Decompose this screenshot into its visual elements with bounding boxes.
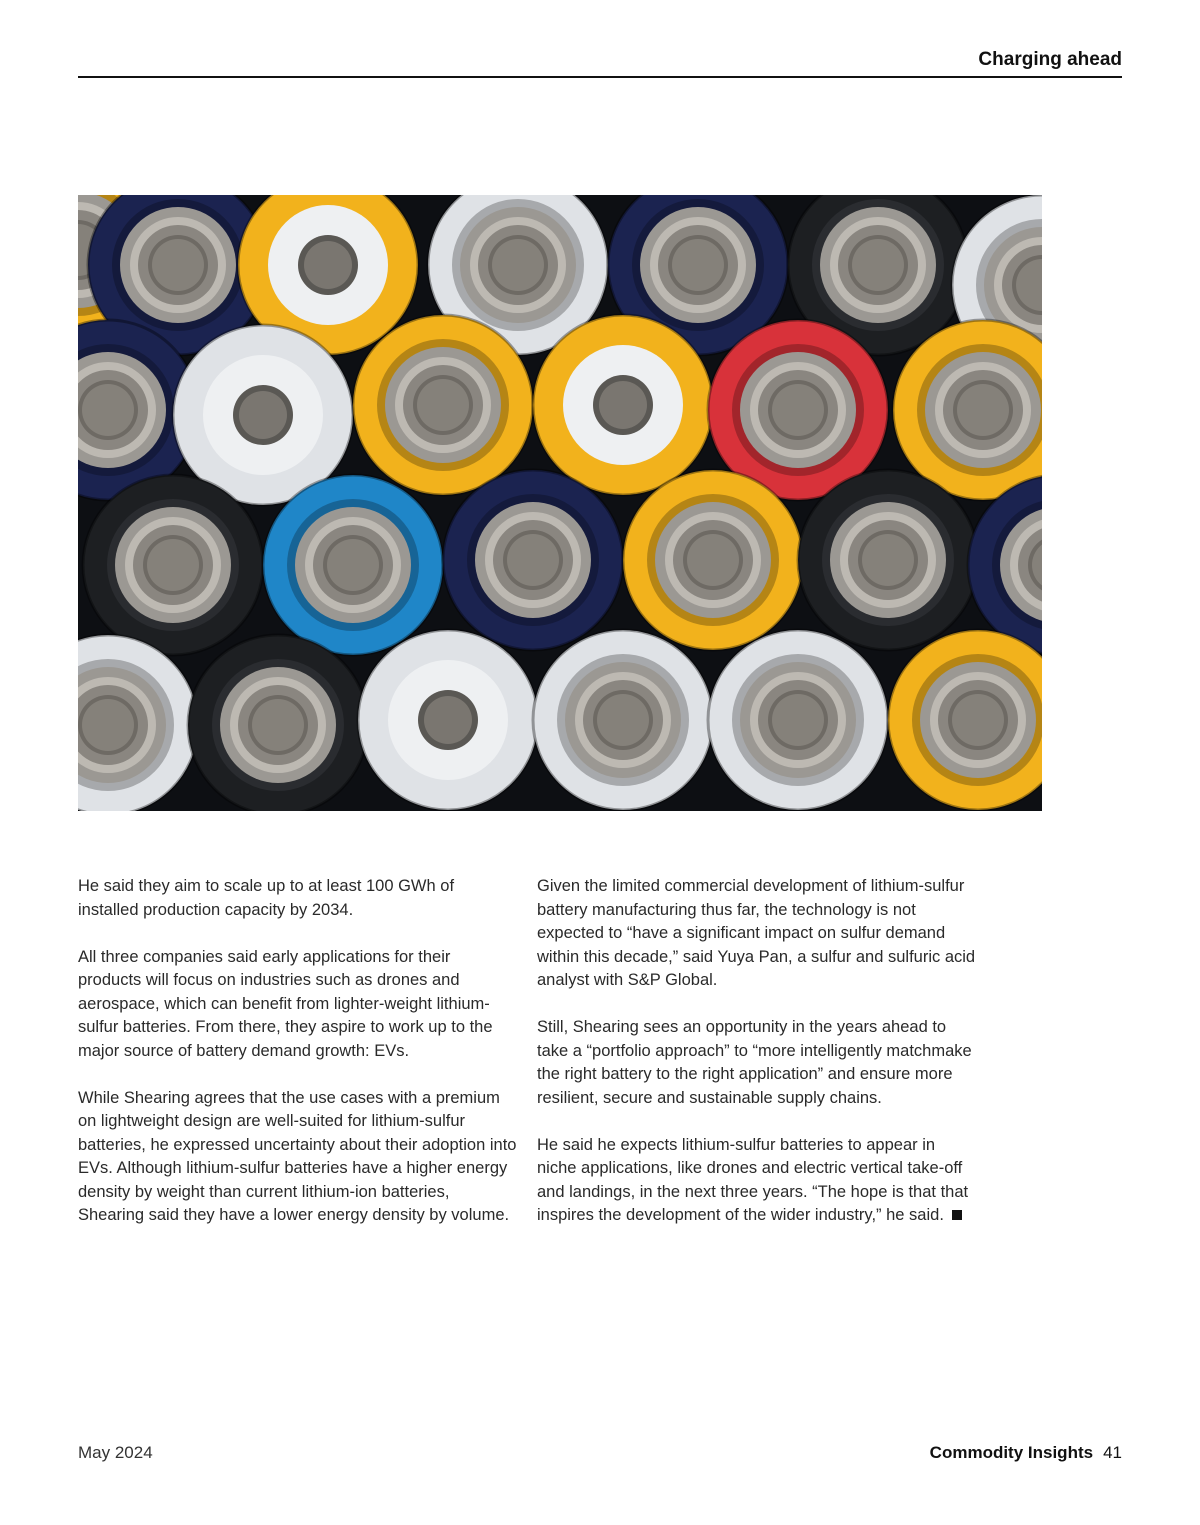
- page-number: 41: [1103, 1443, 1122, 1462]
- paragraph: Still, Shearing sees an opportunity in the years ahead to take a “portfolio approach” to “more intelligently matchmake the right battery to the right application” and ensure more resilient, secure and sustainable supply chains.: [537, 1018, 972, 1107]
- paragraph: All three companies said early applications for their products will focus on industries such as drones and aerospace, which can benefit from lighter-weight lithium-sulfur batteries. From there, they aspire to work up to the major source of battery demand growth: EVs.: [78, 947, 493, 1060]
- article-column-left: [78, 875, 518, 1251]
- end-of-article-icon: [952, 1210, 962, 1220]
- batteries-photo: [78, 195, 1042, 811]
- header-rule: [78, 76, 1122, 78]
- footer-publication-block: [930, 1443, 1122, 1463]
- section-title: Charging ahead: [978, 49, 1122, 70]
- article-column-right: [537, 875, 977, 1251]
- footer-publication: Commodity Insights: [929, 1443, 1094, 1462]
- paragraph-last: [537, 1134, 977, 1228]
- paragraph: Given the limited commercial development of lithium-sulfur battery manufacturing thus far, the technology is not expected to “have a significant impact on sulfur demand within this decade,” said Yuya Pan, a sulfur and sulfuric acid analyst with S&P Global.: [537, 877, 976, 989]
- paragraph: While Shearing agrees that the use cases with a premium on lightweight design are well-suited for lithium-sulfur batteries, he expressed uncertainty about their adoption into EVs. Although lithium-sulfur batteries have a higher energy density by weight than current lithium-ion batteries, Shearing said they have a lower energy density by volume.: [78, 1088, 517, 1224]
- footer-date: May 2024: [78, 1443, 153, 1462]
- paragraph-text: He said he expects lithium-sulfur batteries to appear in niche applications, like drones and electric vertical take-off and landings, in the next three years. “The hope is that that inspires the development of the wider industry,” he said.: [537, 1135, 969, 1224]
- paragraph: He said they aim to scale up to at least 100 GWh of installed production capacity by 2034.: [78, 877, 455, 919]
